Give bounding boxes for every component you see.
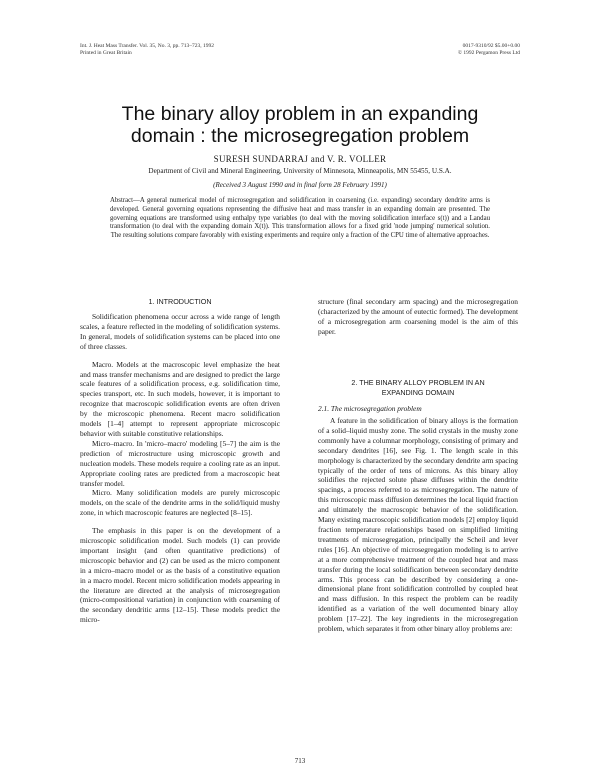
title-line-2: domain : the microsegregation problem — [130, 125, 470, 147]
authors: SURESH SUNDARRAJ and V. R. VOLLER — [213, 154, 387, 164]
abstract-text: —A general numerical model of microsegregation and solidification in coarsening (i.e. expanding) secondary dendrite arms is developed. General governing equations representing the diffusive heat and mass transfer in an expanding domain are presented. The governing equations are transformed using enthalpy type variables (to deal with the moving solidification interface s(t)) and a Landau transformation (to deal with the expanding domain X(t)). This transformation allows for a fixed grid 'node jumping' numerical solution. The resulting solutions compare favorably with existing experiments and require only a fraction of the CPU time of alternative approaches. — [110, 197, 490, 240]
publisher-header — [458, 43, 520, 57]
paragraph-mushy-zone: A feature in the solidification of binary alloys is the formation of a solid–liquid mushy zone. The solid crystals in the mushy zone commonly have a columnar morphology, consisting of primary and secondary dendrites [16], see Fig. 1. The length scale in this morphology is characterized by the secondary dendrite arm spacing typically of the order of tens of microns. As this binary alloy solidifies the rejected solute phase diffuses within the dendrite spacings, a process referred to as microsegregation. The nature of this microscopic mass diffusion determines the local liquid fraction and ultimately the macroscopic behavior of the solidification. Many existing macroscopic solidification models [2] employ liquid fraction temperature relationships based on simplified limiting treatments of microsegregation, principally the Scheil and lever rules [16]. An objective of microsegregation modeling is to arrive at a more comprehensive treatment of the coupled heat and mass transfer during the local solidification between secondary dendrite arms. This process can be described by considering a one-dimensional plane front solidification controlled by coupled heat and mass diffusion. In this respect the problem can be readily identified as a variation of the well documented binary alloy problem [17–22]. The key ingredients in the microsegregation problem, which separates it from other binary alloy problems are: — [318, 416, 518, 634]
abstract — [110, 197, 490, 241]
paragraph-emphasis: The emphasis in this paper is on the development of a microscopic solidification model. Such models (1) can provide important insight (and often quantitative predictions) of microscopic behavior and (2) can be used as the micro component in a micro–macro model or as the basis of a constitutive equation in a macro model. Recent micro solidification models appearing in the literature are directed at the analysis of microsegregation (micro-compositional variation) in conjunction with coarsening of the secondary dendritic arms [12–15]. These models predict the micro- — [80, 526, 280, 625]
right-column-top — [318, 297, 518, 337]
received-dates: (Received 3 August 1990 and in final form 28 February 1991) — [213, 181, 387, 189]
affiliation: Department of Civil and Mineral Engineering, University of Minnesota, Minneapolis, MN 55455, U.S.A. — [148, 167, 452, 175]
paragraph-micro-macro: Micro–macro. In 'micro–macro' modeling [5–7] the aim is the prediction of microstructure using microscopic growth and nucleation models. These models require a cooling rate as an input. Appropriate cooling rates are predicted from a macroscopic heat transfer model. — [80, 438, 280, 488]
left-column — [80, 312, 280, 625]
paragraph-intro: Solidification phenomena occur across a wide range of length scales, a feature reflected in the modeling of solidification systems. In general, models of solidification systems can be placed into one of three classes. — [80, 312, 280, 351]
section-2-heading-line-2: EXPANDING DOMAIN — [381, 387, 455, 397]
issn-price: 0017-9310/92 $5.00+0.00 — [462, 43, 520, 49]
journal-citation: Int. J. Heat Mass Transfer. Vol. 35, No. 3, pp. 713–723, 1992 — [80, 43, 214, 49]
right-column-body — [318, 416, 518, 634]
printed-in: Printed in Great Britain — [80, 50, 132, 56]
abstract-label: Abstract — [110, 197, 134, 204]
paragraph-continuation: structure (final secondary arm spacing) and the microsegregation (characterized by the amount of eutectic formed). The development of a microsegregation arm coarsening model is the aim of this paper. — [318, 297, 518, 336]
section-2-heading-line-1: 2. THE BINARY ALLOY PROBLEM IN AN — [351, 378, 485, 387]
journal-header — [80, 43, 214, 57]
title-line-1: The binary alloy problem in an expanding — [121, 103, 479, 125]
page-number: 713 — [294, 757, 306, 765]
section-2-heading — [318, 378, 518, 397]
paper-title — [0, 103, 600, 147]
subsection-heading: 2.1. The microsegregation problem — [318, 404, 422, 413]
paragraph-micro: Micro. Many solidification models are purely microscopic models, on the scale of the dendrite arms in the solid/liquid mushy zone, in which macroscopic features are neglected [8–15]. — [80, 488, 280, 518]
introduction-heading: 1. INTRODUCTION — [148, 297, 212, 306]
copyright: © 1992 Pergamon Press Ltd — [457, 50, 520, 56]
paragraph-macro: Macro. Models at the macroscopic level emphasize the heat and mass transfer mechanisms and are designed to predict the large scale features of a solidification process, e.g. solidification time, species transport, etc. In such models, however, it is important to recognize that macroscopic solidification events are often driven by the microscopic phenomena. Recent macro solidification models [1–4] attempt to represent appropriate microscopic behavior with suitable constitutive relationships. — [80, 359, 280, 438]
